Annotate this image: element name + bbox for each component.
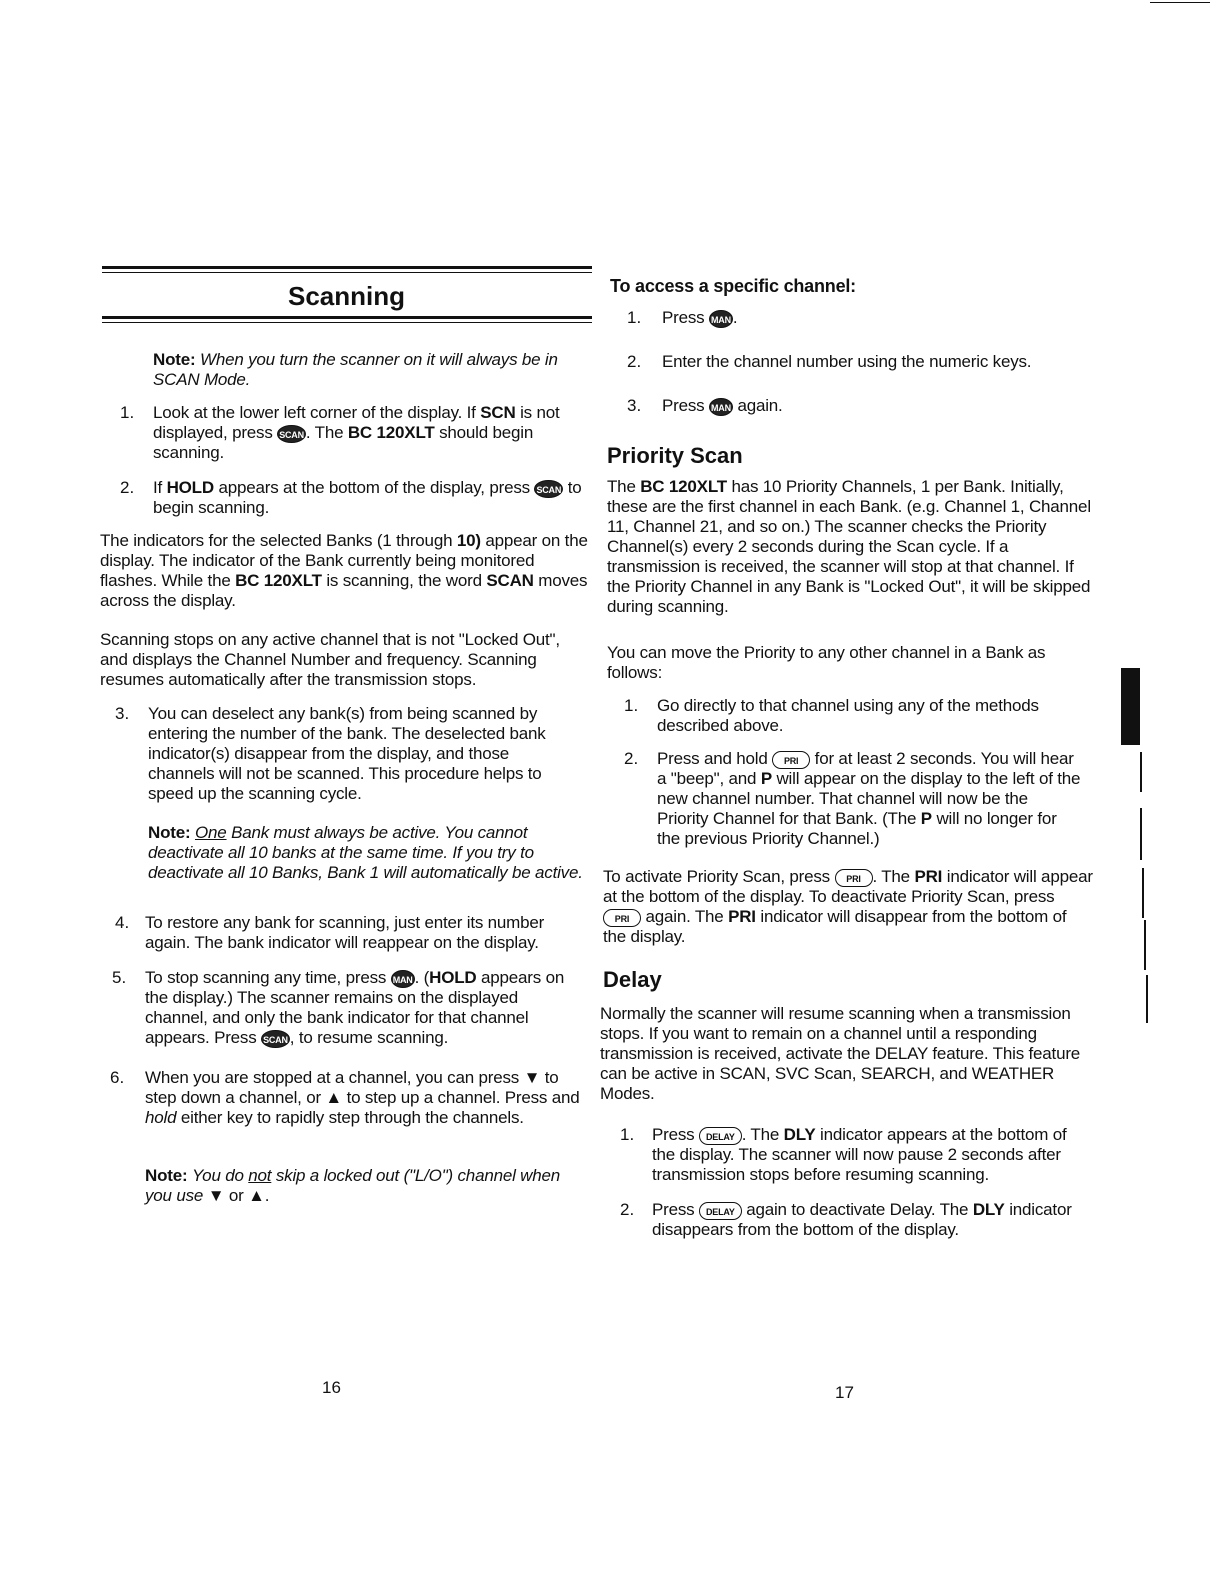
top-right-rule	[1150, 2, 1210, 3]
priority-step-1-number: 1.	[624, 696, 639, 715]
note-one-bank: Note: One Bank must always be active. You cannot deactivate all 10 banks at the same time. If you try to deactivate all 10 Banks, Bank 1 will automatically be active.	[148, 823, 583, 882]
access-step-3: Press MAN again.	[662, 396, 783, 415]
step-3-number: 3.	[115, 704, 130, 723]
priority-paragraph: The BC 120XLT has 10 Priority Channels, 1 per Bank. Initially, these are the first channel in each Bank. (e.g. Channel 1, Channel 11, Channel 21, and so on.) The scanner checks the Priority Channel(s) every 2 seconds during the Scan cycle. If a transmission is received, the scanner will stop at that channel. If the Priority Channel in any Bank is "Locked Out", it will be skipped during scanning.	[607, 477, 1091, 616]
scan-key-icon: SCAN	[534, 480, 563, 498]
step-2-number: 2.	[120, 478, 135, 497]
note-locked-out: Note: You do not skip a locked out ("L/O") channel when you use ▼ or ▲.	[145, 1166, 561, 1205]
access-heading: To access a specific channel:	[610, 276, 856, 296]
priority-step-2-number: 2.	[624, 749, 639, 768]
delay-step-1-number: 1.	[620, 1125, 635, 1144]
title-rule-top-thin	[102, 272, 592, 273]
step-1: Look at the lower left corner of the display. If SCN is not displayed, press SCAN . The BC 120XLT should begin scanning.	[153, 403, 560, 462]
delay-key-icon: DELAY	[699, 1202, 742, 1220]
delay-key-icon: DELAY	[699, 1127, 742, 1145]
pri-key-icon: PRI	[772, 751, 810, 769]
priority-move-paragraph: You can move the Priority to any other channel in a Bank as follows:	[607, 643, 1046, 682]
access-step-2-number: 2.	[627, 352, 642, 371]
scan-key-icon: SCAN	[261, 1030, 290, 1048]
title-rule-top	[102, 266, 592, 269]
priority-step-1: Go directly to that channel using any of the methods described above.	[657, 696, 1039, 735]
delay-step-1: Press DELAY . The DLY indicator appears at the bottom of the display. The scanner will now pause 2 seconds after transmission stops before resuming scanning.	[652, 1125, 1067, 1184]
step-5-number: 5.	[112, 968, 127, 987]
scanning-stops-paragraph: Scanning stops on any active channel that is not "Locked Out", and displays the Channel Number and frequency. Scanning resumes automatically after the transmission stops.	[100, 630, 560, 689]
change-bar	[1144, 920, 1146, 970]
delay-heading: Delay	[603, 967, 662, 992]
man-key-icon: MAN	[709, 310, 733, 328]
access-step-1: Press MAN .	[662, 308, 738, 327]
delay-step-2-number: 2.	[620, 1200, 635, 1219]
change-bar	[1142, 868, 1144, 918]
priority-step-2: Press and hold PRI for at least 2 seconds. You will hear a "beep", and P will appear on the display to the left of the new channel number. That channel will now be the Priority Channel for that Bank. (The P will no longer for the previous Priority Channel.)	[657, 749, 1081, 848]
change-bar	[1140, 808, 1142, 860]
delay-step-2: Press DELAY again to deactivate Delay. The DLY indicator disappears from the bottom of the display.	[652, 1200, 1072, 1239]
access-step-3-number: 3.	[627, 396, 642, 415]
change-bar	[1146, 975, 1148, 1023]
step-4-number: 4.	[115, 913, 130, 932]
step-5: To stop scanning any time, press MAN . (HOLD appears on the display.) The scanner remains on the displayed channel, and only the bank indicator for that channel appears. Press SCAN , to resume scanning.	[145, 968, 565, 1047]
page-number-left: 16	[322, 1378, 341, 1397]
step-1-number: 1.	[120, 403, 135, 422]
delay-paragraph: Normally the scanner will resume scanning when a transmission stops. If you want to remain on a channel until a responding transmission is received, activate the DELAY feature. This feature can be active in SCAN, SVC Scan, SEARCH, and WEATHER Modes.	[600, 1004, 1081, 1103]
step-2: If HOLD appears at the bottom of the display, press SCAN to begin scanning.	[153, 478, 582, 517]
pri-key-icon: PRI	[603, 909, 641, 927]
priority-scan-heading: Priority Scan	[607, 443, 743, 468]
step-6: When you are stopped at a channel, you can press ▼ to step down a channel, or ▲ to step up a channel. Press and hold either key to rapidly step through the channels.	[145, 1068, 580, 1127]
section-tab-marker	[1121, 668, 1140, 745]
man-key-icon: MAN	[391, 970, 415, 988]
access-step-1-number: 1.	[627, 308, 642, 327]
step-4: To restore any bank for scanning, just enter its number again. The bank indicator will reappear on the display.	[145, 913, 545, 952]
change-bar	[1140, 752, 1142, 792]
note-scan-mode: Note: When you turn the scanner on it will always be in SCAN Mode.	[153, 350, 558, 389]
section-title: Scanning	[288, 281, 406, 311]
pri-key-icon: PRI	[835, 869, 873, 887]
man-key-icon: MAN	[709, 398, 733, 416]
page-number-right: 17	[835, 1383, 854, 1402]
title-rule-bottom-thin	[102, 322, 592, 323]
step-3: You can deselect any bank(s) from being scanned by entering the number of the bank. The deselected bank indicator(s) disappear from the display, and those channels will not be scanned. This procedure helps to speed up the scanning cycle.	[148, 704, 546, 803]
priority-activate-paragraph: To activate Priority Scan, press PRI . The PRI indicator will appear at the bottom of the display. To deactivate Priority Scan, press PRI again. The PRI indicator will disappear from the bottom of the display.	[603, 867, 1093, 946]
title-rule-bottom	[102, 316, 592, 319]
banks-paragraph: The indicators for the selected Banks (1 through 10) appear on the display. The indicator of the Bank currently being monitored flashes. While the BC 120XLT is scanning, the word SCAN moves across the display.	[100, 531, 588, 610]
step-6-number: 6.	[110, 1068, 125, 1087]
access-step-2: Enter the channel number using the numeric keys.	[662, 352, 1032, 371]
scan-key-icon: SCAN	[277, 425, 306, 443]
